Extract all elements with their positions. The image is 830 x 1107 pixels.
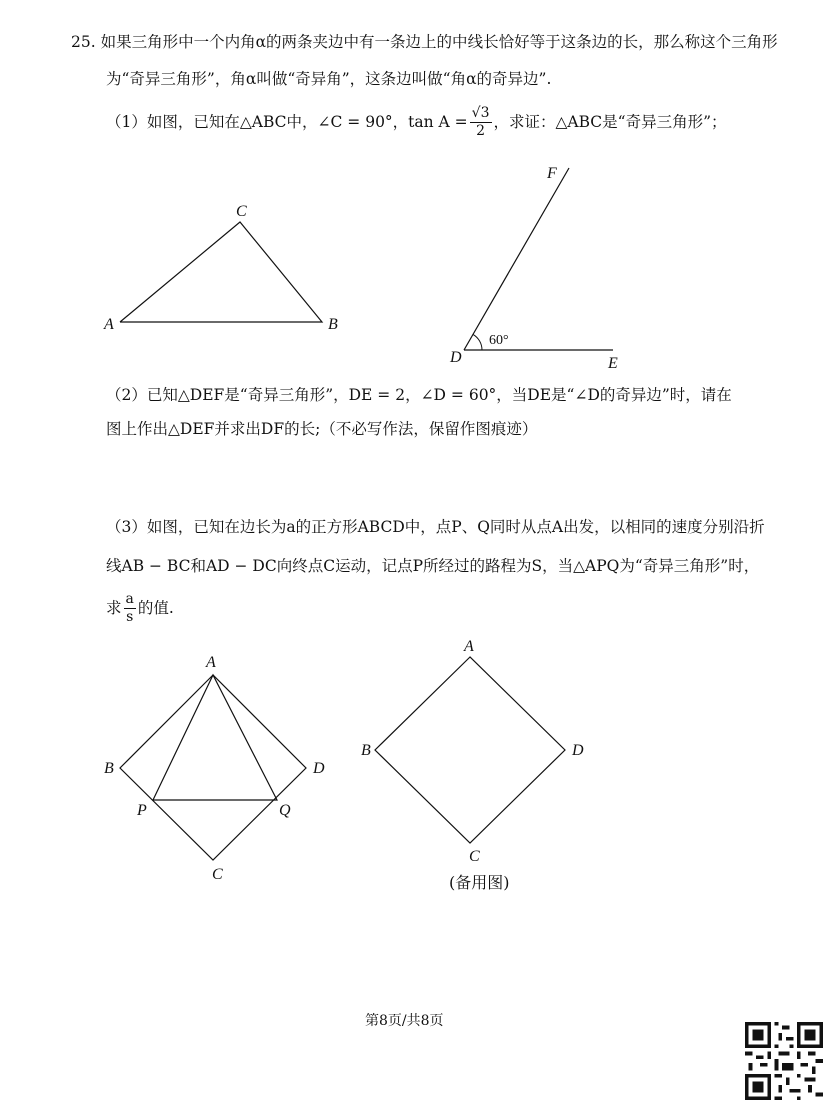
tan-fraction-denominator: 2 bbox=[476, 122, 486, 139]
figure3-label-q: Q bbox=[279, 802, 291, 819]
backup-figure-caption: (备用图) bbox=[449, 873, 510, 892]
tan-fraction-numerator: √3 bbox=[471, 105, 490, 121]
figure-angle-d bbox=[440, 160, 640, 370]
a-over-s-fraction bbox=[124, 592, 136, 624]
figure2-label-f: F bbox=[547, 165, 557, 182]
backup-square-outline bbox=[375, 657, 565, 843]
ray-df bbox=[464, 168, 569, 350]
part3-line2: 线AB − BC和AD − DC向终点C运动，记点P所经过的路程为S，当△APQ为“奇异三角形”时， bbox=[106, 557, 760, 575]
figure2-label-e: E bbox=[608, 355, 618, 372]
part3-line1: （3）如图，已知在边长为a的正方形ABCD中，点P、Q同时从点A出发，以相同的速度分别沿折 bbox=[106, 518, 765, 536]
figure3-label-c: C bbox=[212, 866, 223, 883]
figure2-label-d: D bbox=[450, 349, 462, 366]
stem-text-1: 如果三角形中一个内角α的两条夹边中有一条边上的中线长恰好等于这条边的长，那么称这个三角形 bbox=[100, 33, 778, 51]
figure4-label-c: C bbox=[469, 848, 480, 865]
figure-triangle-abc bbox=[100, 200, 350, 340]
figure3-label-d: D bbox=[313, 760, 325, 777]
question-stem-line1 bbox=[71, 33, 778, 52]
tan-fraction bbox=[470, 106, 492, 138]
figure4-label-b: B bbox=[361, 742, 371, 759]
figure1-label-c: C bbox=[236, 203, 247, 220]
figure4-label-d: D bbox=[572, 742, 584, 759]
triangle-apq-outline bbox=[153, 675, 277, 800]
part3-line3-suffix: 的值. bbox=[137, 598, 174, 617]
part1-text-before: （1）如图，已知在△ABC中，∠C = 90°，tan A = bbox=[106, 112, 468, 131]
a-over-s-denominator: s bbox=[126, 608, 134, 625]
part1-statement bbox=[106, 106, 727, 138]
figure4-label-a: A bbox=[464, 638, 474, 655]
question-number: 25. bbox=[71, 33, 96, 51]
stem-text-2: 为“奇异三角形”，角α叫做“奇异角”，这条边叫做“角α的奇异边”. bbox=[106, 70, 552, 88]
figure1-label-a: A bbox=[104, 316, 114, 333]
a-over-s-numerator: a bbox=[125, 591, 134, 607]
figure3-label-b: B bbox=[104, 760, 114, 777]
angle-arc bbox=[473, 334, 482, 350]
part3-line3 bbox=[106, 592, 174, 624]
figure1-label-b: B bbox=[328, 316, 338, 333]
figure3-label-a: A bbox=[206, 654, 216, 671]
figure2-angle-label: 60° bbox=[489, 333, 509, 348]
part2-line2: 图上作出△DEF并求出DF的长;（不必写作法，保留作图痕迹） bbox=[106, 420, 538, 438]
part1-text-after: ，求证：△ABC是“奇异三角形”； bbox=[493, 112, 727, 131]
figure-backup-square bbox=[360, 645, 580, 860]
figure-square-apq bbox=[100, 660, 340, 875]
triangle-abc-outline bbox=[120, 222, 322, 322]
square-abcd-outline bbox=[120, 675, 306, 860]
qr-code bbox=[745, 1022, 823, 1100]
figure3-label-p: P bbox=[137, 802, 147, 819]
question-stem-line2 bbox=[106, 70, 551, 89]
part2-line1: （2）已知△DEF是“奇异三角形”，DE = 2，∠D = 60°，当DE是“∠D的奇异边”时，请在 bbox=[106, 386, 732, 404]
part3-line3-prefix: 求 bbox=[106, 598, 122, 617]
page-footer: 第8页/共8页 bbox=[365, 1013, 444, 1029]
